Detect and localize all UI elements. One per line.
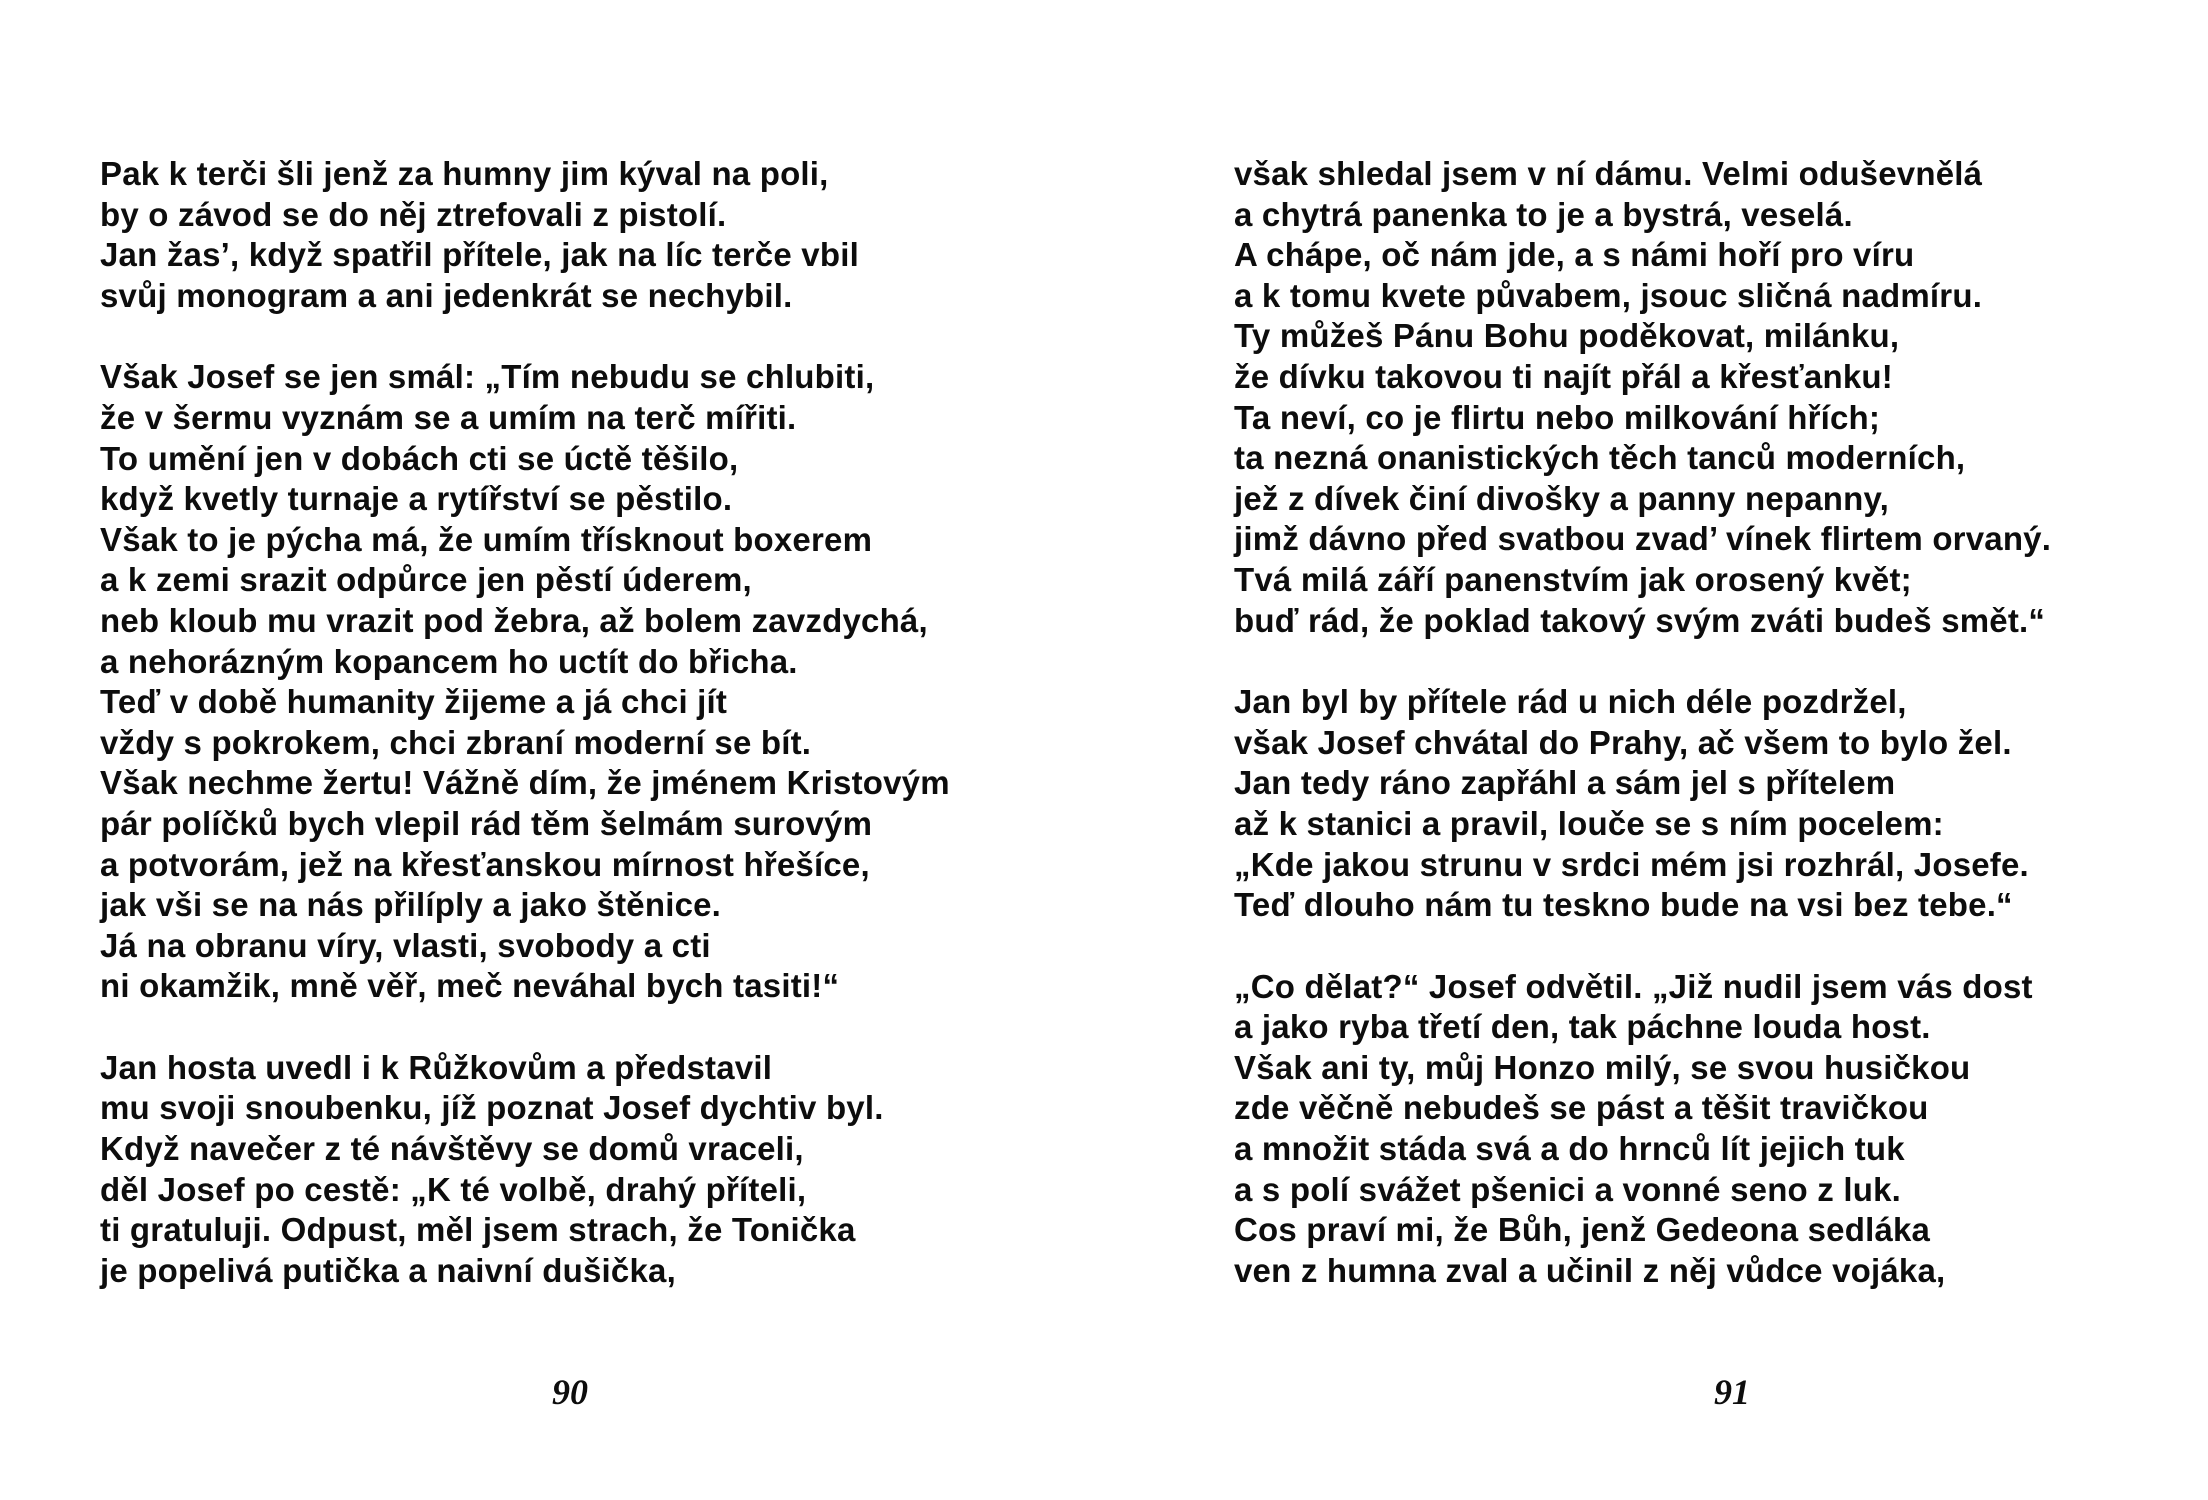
verse-line: a chytrá panenka to je a bystrá, veselá. [1234,195,1853,233]
stanza [100,154,950,316]
verse-line: však Josef chvátal do Prahy, ač všem to bylo žel. [1234,723,2012,761]
verse-line: a s polí svážet pšenici a vonné seno z luk. [1234,1170,1901,1208]
verse-line: „Kde jakou strunu v srdci mém jsi rozhrál, Josefe. [1234,845,2029,883]
verse-line: Cos praví mi, že Bůh, jenž Gedeona sedláka [1234,1211,1931,1249]
verse-line: však shledal jsem v ní dámu. Velmi oduševnělá [1234,155,1983,192]
verse-line: by o závod se do něj ztrefovali z pistolí. [100,195,727,233]
verse-line: Jan tedy ráno zapřáhl a sám jel s přítelem [1234,764,1896,802]
poem-text-right [1234,154,2051,1291]
verse-line: zde věčně nebudeš se pást a těšit travičkou [1234,1089,1929,1127]
verse-line: a nehorázným kopancem ho uctít do břicha. [100,642,798,680]
verse-line: a k tomu kvete půvabem, jsouc sličná nadmíru. [1234,276,1983,314]
verse-line: svůj monogram a ani jedenkrát se nechybil. [100,276,793,314]
verse-line: Ta neví, co je flirtu nebo milkování hřích; [1234,398,1881,436]
verse-line: ni okamžik, mně věř, meč neváhal bych tasiti!“ [100,967,840,1005]
page-number: 90 [552,1372,588,1412]
verse-line: mu svoji snoubenku, jíž poznat Josef dychtiv byl. [100,1089,884,1127]
verse-line: a jako ryba třetí den, tak páchne louda host. [1234,1008,1931,1046]
verse-line: Pak k terči šli jenž za humny jim kýval na poli, [100,155,829,192]
verse-line: vždy s pokrokem, chci zbraní moderní se bít. [100,723,812,761]
verse-line: a množit stáda svá a do hrnců lít jejich tuk [1234,1130,1905,1168]
verse-line: jimž dávno před svatbou zvad’ vínek flirtem orvaný. [1234,520,2052,558]
verse-line: Však ani ty, můj Honzo milý, se svou husičkou [1234,1048,1971,1086]
verse-line: Když navečer z té návštěvy se domů vraceli, [100,1130,804,1168]
verse-line: Však Josef se jen smál: „Tím nebudu se chlubiti, [100,358,875,396]
verse-line: když kvetly turnaje a rytířství se pěstilo. [100,480,733,518]
verse-line: že v šermu vyznám se a umím na terč mířiti. [100,398,797,436]
verse-line: ven z humna zval a učinil z něj vůdce vojáka, [1234,1251,1946,1289]
verse-line: Ty můžeš Pánu Bohu poděkovat, milánku, [1234,317,1900,355]
verse-line: A chápe, oč nám jde, a s námi hoří pro víru [1234,236,1915,274]
verse-line: Já na obranu víry, vlasti, svobody a cti [100,926,711,964]
stanza [100,1048,950,1292]
verse-line: Jan hosta uvedl i k Růžkovům a představil [100,1048,773,1086]
verse-line: jež z dívek činí divošky a panny nepanny, [1234,479,1889,517]
verse-line: a k zemi srazit odpůrce jen pěstí úderem, [100,561,752,599]
verse-line: ta nezná onanistických těch tanců moderních, [1234,439,1966,477]
verse-line: Však to je pýcha má, že umím třísknout boxerem [100,520,873,558]
stanza [100,357,950,1007]
verse-line: Jan žas’, když spatřil přítele, jak na líc terče vbil [100,236,859,274]
verse-line: „Co dělat?“ Josef odvětil. „Již nudil jsem vás dost [1234,967,2033,1005]
verse-line: Tvá milá září panenstvím jak orosený květ; [1234,560,1912,598]
verse-line: Teď v době humanity žijeme a já chci jít [100,683,728,721]
verse-line: pár políčků bych vlepil rád těm šelmám surovým [100,804,873,842]
verse-line: neb kloub mu vrazit pod žebra, až bolem zavzdychá, [100,601,928,639]
verse-line: je popelivá putička a naivní dušička, [100,1251,676,1289]
verse-line: To umění jen v dobách cti se úctě těšilo, [100,439,739,477]
verse-line: a potvorám, jež na křesťanskou mírnost hřešíce, [100,845,870,883]
verse-line: Jan byl by přítele rád u nich déle pozdržel, [1234,683,1907,721]
verse-line: že dívku takovou ti najít přál a křesťanku! [1234,357,1893,395]
stanza [1234,967,2051,1292]
verse-line: děl Josef po cestě: „K té volbě, drahý příteli, [100,1170,807,1208]
verse-line: Však nechme žertu! Vážně dím, že jménem Kristovým [100,764,950,802]
stanza [1234,154,2051,641]
verse-line: ti gratuluji. Odpust, měl jsem strach, že Tonička [100,1211,856,1249]
verse-line: Teď dlouho nám tu teskno bude na vsi bez tebe.“ [1234,886,2013,924]
poem-text-left [100,154,950,1291]
right-page [1104,0,2208,1500]
verse-line: až k stanici a pravil, louče se s ním pocelem: [1234,804,1944,842]
stanza [1234,682,2051,926]
verse-line: buď rád, že poklad takový svým zváti budeš smět.“ [1234,601,2046,639]
verse-line: jak vši se na nás přilíply a jako štěnice. [100,886,722,924]
page-number: 91 [1714,1372,1750,1412]
